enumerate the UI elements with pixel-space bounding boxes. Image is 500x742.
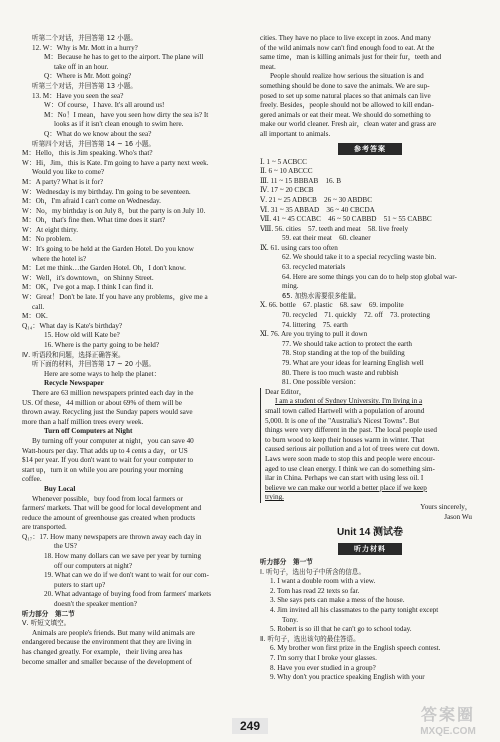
text-line: freely. Besides，people should not be allowed to kill endan-	[260, 101, 434, 110]
text-line: 听力部分 第二节	[22, 609, 75, 618]
text-line: more than a half million trees every week.	[22, 417, 144, 426]
text-line: coffee.	[22, 475, 42, 484]
text-line: Ⅱ. 6 ~ 10 ABCCC	[260, 167, 313, 176]
text-line: take off in an hour.	[54, 62, 109, 71]
text-line: caused serious air pollution and a lot of trees were cut down.	[265, 445, 440, 454]
text-line: Buy Local	[44, 484, 76, 493]
text-line: Ⅳ. 17 ~ 20 CBCB	[260, 186, 314, 195]
text-line: 63. recycled materials	[282, 263, 346, 272]
text-line: W：No，my birthday is on July 8，but the party is on July 10.	[22, 206, 206, 215]
text-line: W：Great！Don't be late. If you have any problems，give me a	[22, 293, 208, 302]
text-line: 13. M：Have you seen the sea?	[32, 91, 124, 100]
text-line: gered animals or eat their meat. We should do something to	[260, 110, 431, 119]
text-line: to burn wood to keep their houses warm in winter. That	[265, 435, 425, 444]
text-line: US. Of these，44 million or about 69% of them will be	[22, 398, 182, 407]
text-line: the US?	[54, 542, 77, 551]
text-line: Q₁₇：17. How many newspapers are thrown away each day in	[22, 532, 202, 541]
text-line: 9. Why don't you practice speaking English with your	[270, 673, 425, 682]
text-line: 78. Stop standing at the top of the building	[282, 349, 405, 358]
text-line: W：Hi，Jim，this is Kate. I'm going to have a party next week.	[22, 158, 209, 167]
page-number: 249	[232, 718, 268, 734]
text-line: Dear Editor，	[265, 387, 306, 396]
text-line: 7. I'm sorry that I broke your glasses.	[270, 654, 377, 663]
text-line: Ⅴ. 听短文填空。	[22, 619, 71, 628]
text-line: Ⅸ. 61. using cars too often	[260, 243, 338, 252]
text-line: ilar in China. Perhaps we can start with using less oil. I	[265, 474, 424, 483]
text-line: make our world cleaner. Fresh air，clean water and grass are	[260, 120, 437, 129]
text-line: same time，man is killing animals just for their fur，teeth and	[260, 53, 442, 62]
watermark-url: MXQE.COM	[420, 726, 476, 737]
text-line: Ⅳ. 听语段和问题，选择正确答案。	[22, 350, 125, 359]
text-line: 2. Tom has read 22 texts so far.	[270, 586, 360, 595]
text-line: 听力部分 第一节	[260, 558, 313, 567]
text-line: Here are some ways to help the planet：	[44, 369, 161, 378]
text-line: M：OK，I've got a map. I think I can find it.	[22, 283, 154, 292]
text-line: 5,000. It is one of the "Australia's Nicest Towns". But	[265, 416, 420, 425]
text-line: Q₁₄：What day is Kate's birthday?	[22, 321, 123, 330]
text-line: By turning off your computer at night，you can save 40	[32, 436, 194, 445]
text-line: W：It's going to be held at the Garden Hotel. Do you know	[22, 245, 194, 254]
text-line: W：At eight thirty.	[22, 225, 79, 234]
watermark-text: 答案圈	[420, 707, 475, 724]
text-line: reduce the amount of greenhouse gas created when products	[22, 513, 196, 522]
document-page	[22, 34, 480, 714]
text-line: W：Wednesday is my birthday. I'm going to be seventeen.	[22, 187, 191, 196]
text-line: where the hotel is?	[32, 254, 87, 263]
text-line: M：No！I mean，have you seen how dirty the sea is? It	[44, 110, 209, 119]
text-line: 12. W：Why is Mr. Mott in a hurry?	[32, 43, 138, 52]
passage-continuation	[260, 34, 480, 140]
text-line: Watt-hours per day. That adds up to 4 cents a day，or US	[22, 446, 188, 455]
text-line: start up，turn it on while you are pouring your morning	[22, 465, 184, 474]
text-line: People should realize how serious the situation is and	[270, 72, 424, 81]
text-line: all important to animals.	[260, 129, 331, 138]
text-line: M：Because he has to get to the airport. The plane will	[44, 53, 204, 62]
text-line: 4. Jim invited all his classmates to the party tonight except	[270, 606, 439, 615]
text-line: $14 per year. If you don't want to wait for your computer to	[22, 456, 194, 465]
signoff-name: Jason Wu	[444, 512, 472, 521]
text-line: of the wild animals now can't find enough food to eat. At the	[260, 43, 435, 52]
text-line: Q：Where is Mr. Mott going?	[44, 72, 132, 81]
answer-key	[260, 158, 480, 388]
text-line: 8. Have you ever studied in a group?	[270, 663, 376, 672]
listening-material	[260, 558, 480, 683]
text-line: 80. There is too much waste and rubbish	[282, 368, 399, 377]
text-line: 听下面的材料，并回答第 17 ~ 20 小题。	[32, 360, 156, 369]
text-line: become smaller and smaller because of the development of	[22, 657, 193, 666]
text-line: has changed greatly. For example，their living area has	[22, 648, 183, 656]
text-line: Ⅲ. 11 ~ 15 BBBAB 16. B	[260, 176, 342, 185]
text-line: call.	[32, 302, 45, 311]
text-line: ming.	[282, 282, 299, 291]
text-line: M：Hello，this is Jim speaking. Who's that?	[22, 149, 153, 158]
text-line: I am a student of Sydney University. I'm living in a	[275, 397, 423, 406]
text-line: posed to set up some natural places so that animals can live	[260, 91, 431, 100]
text-line: Recycle Newspaper	[44, 379, 104, 388]
signoff-closing: Yours sincerely，	[420, 502, 472, 511]
text-line: Laws were soon made to stop this and people were encour-	[265, 454, 435, 463]
text-line: M：A party? What is it for?	[22, 177, 104, 186]
text-line: Ⅱ. 听句子，选出该句的最佳答语。	[260, 634, 360, 643]
text-line: 74. littering 75. earth	[282, 320, 348, 329]
text-line: Ⅰ. 听句子，选出句子中所含的信息。	[260, 567, 366, 576]
text-line: M：Oh，that's fine then. What time does it start?	[22, 216, 166, 225]
text-line: 79. What are your ideas for learning English well	[282, 359, 424, 367]
text-line: trying.	[265, 493, 284, 502]
text-line: Animals are people's friends. But many wild animals are	[32, 628, 195, 637]
text-line: M：Let me think…the Garden Hotel. Oh，I don't know.	[22, 264, 186, 273]
text-line: Ⅴ. 21 ~ 25 ADBCB 26 ~ 30 ABDBC	[260, 195, 373, 204]
text-line: 1. I want a double room with a view.	[270, 577, 376, 586]
watermark-logo	[402, 706, 494, 740]
left-column	[22, 34, 242, 667]
text-line: things were very different in the past. The local people used	[265, 426, 437, 435]
text-line: 18. How many dollars can we save per year by turning	[44, 552, 202, 561]
text-line: Ⅵ. 31 ~ 35 ABBAD 36 ~ 40 CBCDA	[260, 205, 375, 214]
unit-title: Unit 14 测试卷	[336, 527, 404, 539]
text-line: 19. What can we do if we don't want to wait for our com-	[44, 571, 209, 580]
text-line: 15. How old will Kate be?	[44, 331, 120, 340]
text-line: Ⅺ. 76. Are you trying to pull it down	[260, 330, 368, 339]
text-line: 16. Where is the party going to be held?	[44, 341, 160, 349]
text-line: cities. They have no place to live except in zoos. And many	[260, 34, 431, 42]
text-line: off our computers at night?	[54, 561, 133, 570]
text-line: 5. Robert is so ill that he can't go to school today.	[270, 625, 412, 634]
text-line: Whenever possible，buy food from local farmers or	[32, 494, 183, 503]
text-line: believe we can make our world a better place if we keep	[265, 483, 427, 492]
text-line: There are 63 million newspapers printed each day in the	[32, 388, 194, 397]
text-line: something should be done to save the animals. We are sup-	[260, 81, 430, 90]
text-line: 77. We should take action to protect the earth	[282, 339, 413, 348]
text-line: meat.	[260, 62, 276, 71]
text-line: small town called Hartwell with a population of around	[265, 406, 425, 415]
text-line: W：Well，it's downtown，on Shinny Street.	[22, 273, 154, 282]
text-line: Q：What do we know about the sea?	[44, 129, 152, 138]
text-line: 20. What advantage of buying food from farmers' markets	[44, 590, 212, 599]
text-line: 6. My brother won first prize in the English speech contest.	[270, 644, 441, 653]
text-line: Turn off Computers at Night	[44, 427, 133, 436]
text-line: 64. Here are some things you can do to help stop global war-	[282, 272, 457, 281]
text-line: thrown away. Recycling just the Sunday papers would save	[22, 408, 193, 417]
text-line: 听第四个对话，并回答第 14 ~ 16 小题。	[32, 139, 156, 148]
text-line: M：Oh，I'm afraid I can't come on Wednesday.	[22, 197, 161, 206]
text-line: M：OK.	[22, 312, 48, 321]
text-line: 65. 加热水需要很多能量。	[282, 291, 361, 300]
text-line: aged to use clean energy. I think we can do something sim-	[265, 464, 435, 473]
text-line: 70. recycled 71. quickly 72. off 73. protecting	[282, 311, 430, 320]
answer-key-heading: 参考答案	[338, 143, 402, 155]
text-line: 听第三个对话，并回答第 13 小题。	[32, 81, 137, 90]
text-line: 62. We should take it to a special recycling waste bin.	[282, 253, 437, 262]
text-line: looks as if it isn't clean enough to swim here.	[54, 120, 184, 129]
sample-letter	[260, 388, 480, 503]
text-line: 听第二个对话，并回答第 12 小题。	[32, 34, 137, 42]
text-line: farmers' markets. That will be good for local development and	[22, 504, 202, 513]
text-line: Ⅹ. 66. bottle 67. plastic 68. saw 69. impolite	[260, 301, 404, 310]
text-line: puters to start up?	[54, 580, 106, 589]
text-line: 3. She says pets can make a mess of the house.	[270, 596, 405, 605]
text-line: 81. One possible version：	[282, 378, 361, 387]
text-line: Ⅰ. 1 ~ 5 ACBCC	[260, 157, 307, 166]
text-line: are transported.	[22, 523, 67, 532]
text-line: Tony.	[282, 615, 298, 624]
listening-material-heading: 听力材料	[338, 543, 402, 555]
text-line: 59. eat their meat 60. cleaner	[282, 234, 371, 243]
text-line: endangered because the environment that they are living in	[22, 638, 192, 647]
text-line: W：Of course，I have. It's all around us!	[44, 101, 165, 110]
right-column	[260, 34, 480, 683]
text-line: Would you like to come?	[32, 168, 105, 177]
text-line: Ⅷ. 56. cities 57. teeth and meat 58. live freely	[260, 224, 409, 233]
text-line: Ⅶ. 41 ~ 45 CCABC 46 ~ 50 CABBD 51 ~ 55 CABBC	[260, 215, 432, 224]
text-line: doesn't the speaker mention?	[54, 600, 137, 609]
text-line: M：No problem.	[22, 235, 72, 244]
